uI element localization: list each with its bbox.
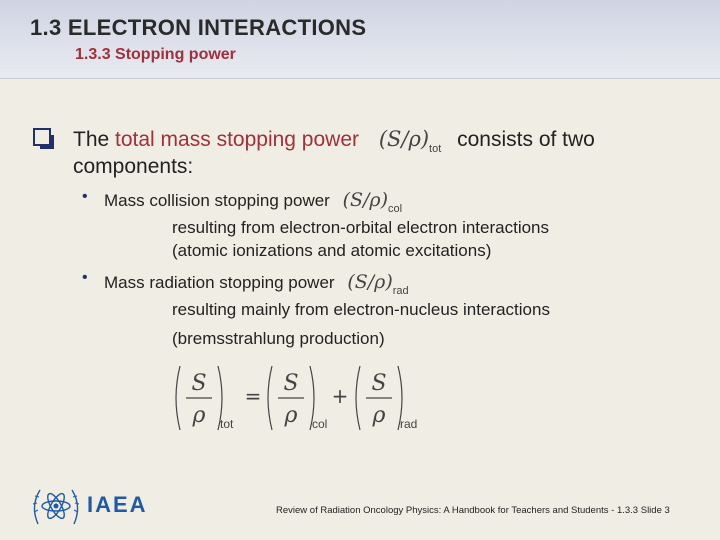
item-detail-line: resulting from electron-orbital electron interactions (172, 218, 550, 237)
formula-sub-rad: rad (400, 417, 418, 431)
item-math-symbol: (S/ρ) (342, 189, 388, 211)
list-item (104, 189, 402, 215)
item-detail-line: (atomic ionizations and atomic excitations) (172, 241, 492, 260)
iaea-logo-icon (28, 482, 84, 530)
slide-subtitle: 1.3.3 Stopping power (75, 46, 236, 63)
round-bullet-icon: • (82, 269, 88, 286)
item-label: Mass radiation stopping power (104, 273, 335, 292)
intro-line (73, 127, 595, 155)
item-detail-line: (bremsstrahlung production) (172, 329, 385, 348)
slide-title: 1.3 ELECTRON INTERACTIONS (30, 15, 367, 40)
item-math-sub: col (388, 203, 403, 215)
formula-den-col: ρ (284, 403, 298, 428)
slide-header (0, 0, 720, 79)
intro-line-2: components: (73, 155, 194, 178)
item-label: Mass collision stopping power (104, 191, 330, 210)
formula-sub-tot: tot (220, 417, 234, 431)
item-math (347, 271, 409, 297)
item-detail-line: resulting mainly from electron-nucleus interactions (172, 300, 550, 319)
round-bullet-icon: • (82, 188, 88, 205)
formula-plus: + (331, 384, 349, 408)
footer-citation: Review of Radiation Oncology Physics: A Handbook for Teachers and Students - 1.3.3 Slide 3 (276, 505, 670, 516)
item-math-sub: rad (392, 285, 409, 297)
square-bullet-icon (33, 128, 51, 146)
intro-math (378, 127, 442, 155)
formula-num-tot: S (191, 371, 207, 396)
formula-sub-col: col (312, 417, 328, 431)
formula-den-tot: ρ (192, 403, 206, 428)
stopping-power-formula (172, 362, 432, 434)
iaea-logo-text: IAEA (87, 492, 148, 517)
list-item (104, 271, 409, 297)
item-math-symbol: (S/ρ) (347, 271, 393, 293)
intro-pre: The (73, 128, 116, 151)
formula-num-col: S (283, 371, 299, 396)
intro-math-symbol: (S/ρ) (378, 127, 430, 151)
formula-num-rad: S (371, 371, 387, 396)
formula-equals: = (244, 384, 262, 408)
formula-den-rad: ρ (372, 403, 386, 428)
intro-highlight: total mass stopping power (115, 128, 359, 151)
item-math (342, 189, 403, 215)
intro-math-sub: tot (429, 143, 442, 155)
intro-post: consists of two (457, 128, 595, 151)
